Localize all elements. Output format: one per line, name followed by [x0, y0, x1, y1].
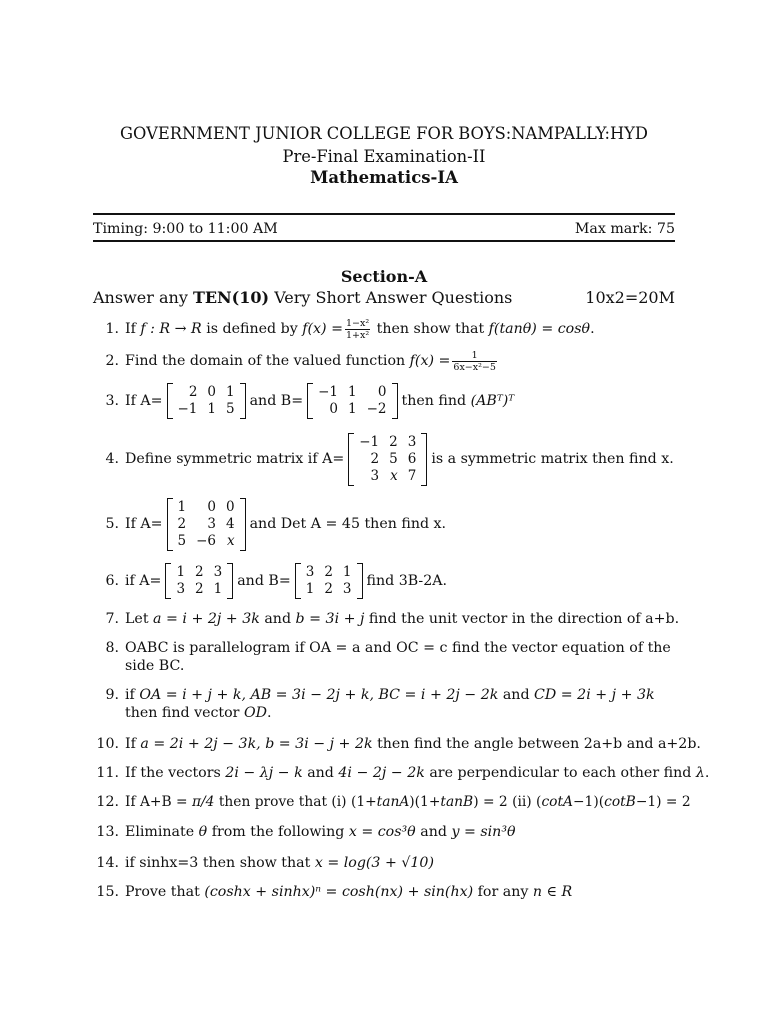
matrix-cell: 3: [213, 564, 223, 580]
matrix-cell: 6: [407, 450, 417, 467]
question-number: 15.: [96, 884, 119, 900]
matrix-cell: 1: [177, 498, 187, 515]
matrix-cell: 1: [348, 401, 357, 417]
exam-name: Pre-Final Examination-II: [282, 147, 486, 166]
instr-post: Very Short Answer Questions: [274, 288, 513, 307]
q-text: If: [125, 736, 136, 752]
q-math: b = 3i + j: [295, 611, 365, 627]
question-number: 11.: [96, 765, 119, 781]
matrix-cell: 0: [329, 401, 339, 417]
matrix-cell: 5: [389, 450, 398, 467]
q-text: is defined by: [206, 321, 298, 337]
matrix-cell: 4: [226, 515, 235, 532]
matrix-cell: 1: [348, 384, 357, 400]
matrix-cell: −1: [318, 384, 339, 400]
matrix-cell: 2: [370, 450, 380, 467]
matrix-cell: 5: [177, 532, 187, 549]
q-text: find the unit vector in the direction of a+b.: [368, 611, 680, 627]
question-number: 2.: [105, 353, 119, 369]
question-number: 10.: [96, 736, 119, 752]
matrix-cell: 3: [342, 581, 352, 597]
q-text: If A=: [125, 393, 163, 409]
matrix-cell: 3: [305, 564, 315, 580]
question-14: [93, 852, 675, 874]
q-text: OABC is parallelogram if OA = a and OC = c find the vector equation of the side BC.: [125, 640, 671, 674]
q-text: from the following: [211, 824, 345, 840]
matrix-cell: 2: [195, 564, 204, 580]
question-number: 4.: [105, 451, 119, 467]
matrix-cell: 3: [176, 581, 186, 597]
q-text: If: [125, 321, 136, 337]
top-rule: [93, 213, 675, 215]
question-number: 13.: [96, 824, 119, 840]
numerator: 1−x²: [345, 317, 370, 329]
q-text: .: [704, 765, 710, 781]
section-marks: 10x2=20M: [585, 288, 675, 307]
q-math: θ: [198, 824, 208, 840]
question-number: 7.: [105, 611, 119, 627]
matrix-cell: 3: [407, 433, 417, 450]
q-math: f(tanθ) = cosθ: [488, 321, 591, 337]
q-math: λ: [695, 765, 705, 781]
q-text: and: [420, 824, 447, 840]
max-mark: Max mark: 75: [574, 221, 675, 237]
q-text: and: [264, 611, 292, 627]
q-math: tanB: [440, 794, 474, 810]
matrix-cell: 3: [207, 515, 216, 532]
instr-count: TEN(10): [192, 288, 270, 307]
matrix-cell: 1: [207, 401, 216, 417]
q-text: )(1+: [409, 794, 441, 810]
q-text: ) = 2 (ii) (: [473, 794, 542, 810]
q-text: and: [502, 687, 530, 703]
q-math: x = log(3 + √10): [314, 855, 434, 871]
q-text: find 3B-2A.: [366, 573, 447, 589]
question-15: [93, 882, 675, 902]
matrix-cell: x: [226, 532, 235, 549]
matrix-a: [167, 498, 246, 551]
matrix-cell: 5: [226, 401, 235, 417]
q-math: f : R → R: [140, 321, 202, 337]
q-text: and B=: [249, 393, 304, 409]
q-text: if: [125, 687, 135, 703]
matrix-cell: 2: [188, 384, 198, 400]
question-12: [93, 792, 691, 812]
q-math: π/4: [191, 794, 215, 810]
q-text: if A=: [125, 573, 162, 589]
q-text: then show that: [376, 321, 485, 337]
question-number: 5.: [105, 516, 119, 532]
matrix-a: [348, 433, 427, 486]
q-text: and: [307, 765, 334, 781]
q-math: cotB: [604, 794, 636, 810]
q-text: Prove that: [125, 884, 200, 900]
q-math: n ∈ R: [532, 884, 573, 900]
matrix-cell: −1: [359, 433, 380, 450]
question-9: [93, 686, 675, 722]
q-text: If A+B =: [125, 794, 188, 810]
q-math: a = i + 2j + 3k: [153, 611, 260, 627]
q-math: cotA: [541, 794, 573, 810]
matrix-a: [167, 383, 246, 419]
matrix-cell: 1: [342, 564, 352, 580]
q-text: −1)(: [573, 794, 605, 810]
q-math: f(x) =: [302, 321, 343, 337]
question-5: [93, 496, 675, 552]
matrix-cell: 1: [305, 581, 315, 597]
matrix-cell: 2: [324, 564, 333, 580]
instr-pre: Answer any: [93, 288, 188, 307]
question-1: [93, 318, 675, 340]
q-math: x = cos³θ: [348, 824, 416, 840]
q-text: and Det A = 45 then find x.: [249, 516, 447, 532]
question-2: [93, 350, 675, 372]
matrix-cell: 1: [226, 384, 235, 400]
matrix-cell: −1: [177, 401, 198, 417]
matrix-cell: 2: [195, 581, 204, 597]
q-text: then prove that (i) (1+: [218, 794, 377, 810]
q-text: −1) = 2: [635, 794, 691, 810]
question-4: [93, 431, 675, 487]
timing: Timing: 9:00 to 11:00 AM: [93, 221, 278, 237]
q-math: f(x) =: [409, 353, 451, 369]
question-7: [93, 609, 680, 629]
q-math: OA = i + j + k, AB = 3i − 2j + k, BC = i + 2j − 2k: [139, 687, 499, 703]
bottom-rule: [93, 240, 675, 242]
question-3: [93, 382, 675, 420]
q-text: is a symmetric matrix then find x.: [431, 451, 674, 467]
matrix-cell: 0: [207, 498, 216, 515]
question-number: 8.: [105, 640, 119, 656]
q-math: (ABᵀ)ᵀ: [470, 393, 515, 409]
matrix-cell: 1: [176, 564, 186, 580]
section-instructions: [93, 288, 512, 307]
q-math: (coshx + sinhx)ⁿ = cosh(nx) + sin(hx): [204, 884, 474, 900]
matrix-cell: −2: [366, 401, 387, 417]
q-text: then find: [401, 393, 467, 409]
q-text: are perpendicular to each other find: [429, 765, 692, 781]
q-text: and B=: [237, 573, 291, 589]
matrix-cell: 2: [177, 515, 187, 532]
q-text: then find the angle between 2a+b and a+2b.: [377, 736, 701, 752]
question-13: [93, 822, 675, 842]
matrix-cell: 1: [213, 581, 223, 597]
fraction: [345, 318, 370, 341]
q-text: Let: [125, 611, 149, 627]
fraction: [452, 350, 497, 373]
q-math: a = 2i + 2j − 3k, b = 3i − j + 2k: [140, 736, 373, 752]
matrix-a: [165, 563, 233, 599]
question-number: 1.: [105, 321, 119, 337]
q-math: y = sin³θ: [451, 824, 516, 840]
q-text: Define symmetric matrix if A=: [125, 451, 345, 467]
numerator: 1: [452, 350, 497, 362]
question-11: [93, 763, 710, 783]
q-text: If the vectors: [125, 765, 221, 781]
college-name: GOVERNMENT JUNIOR COLLEGE FOR BOYS:NAMPALLY:HYD: [120, 124, 648, 143]
q-math: tanA: [376, 794, 410, 810]
q-text: .: [267, 705, 272, 721]
question-8: [93, 639, 675, 675]
matrix-cell: 2: [389, 433, 398, 450]
matrix-cell: −6: [196, 532, 216, 549]
q-math: 2i − λj − k: [225, 765, 303, 781]
matrix-cell: 0: [207, 384, 216, 400]
q-text: .: [590, 321, 595, 337]
question-number: 6.: [105, 573, 119, 589]
denominator: 6x−x²−5: [453, 361, 496, 373]
section-title: Section-A: [340, 267, 428, 286]
q-text: for any: [477, 884, 529, 900]
q-text: Find the domain of the valued function: [125, 353, 406, 369]
matrix-cell: 7: [407, 467, 417, 484]
q-text: if sinhx=3 then show that: [125, 855, 311, 871]
matrix-cell: 0: [226, 498, 235, 515]
matrix-cell: 3: [370, 467, 380, 484]
question-10: [93, 734, 701, 754]
q-text: Eliminate: [125, 824, 195, 840]
question-number: 3.: [105, 393, 119, 409]
matrix-cell: 0: [377, 384, 387, 400]
matrix-b: [307, 383, 397, 419]
q-text: If A=: [125, 516, 163, 532]
subject-title: Mathematics-IA: [310, 168, 458, 187]
question-number: 12.: [96, 794, 119, 810]
q-text: then find vector: [125, 705, 240, 721]
denominator: 1+x²: [345, 329, 370, 341]
q-math: CD = 2i + j + 3k: [534, 687, 655, 703]
question-number: 14.: [96, 855, 119, 871]
q-math: OD: [243, 705, 267, 721]
matrix-b: [295, 563, 363, 599]
question-6: [93, 562, 675, 600]
matrix-cell: 2: [324, 581, 333, 597]
q-math: 4i − 2j − 2k: [338, 765, 425, 781]
matrix-cell: x: [390, 467, 398, 484]
question-number: 9.: [105, 687, 119, 703]
